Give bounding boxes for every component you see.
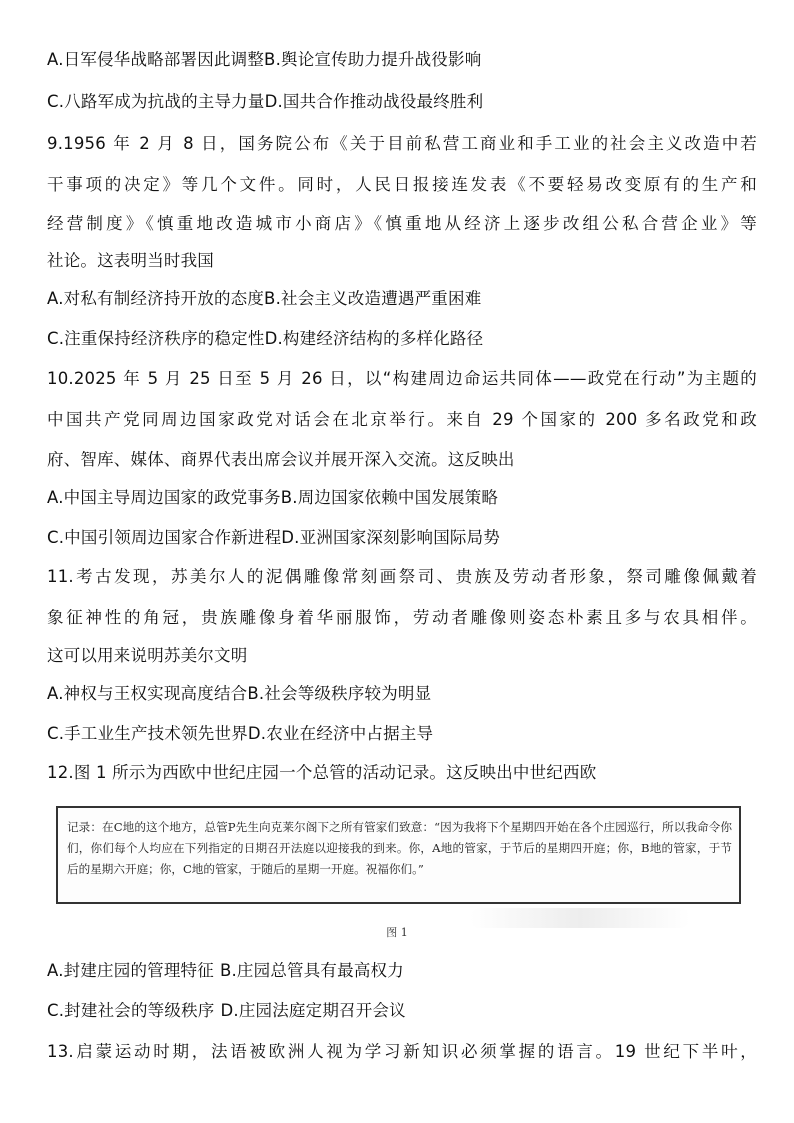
q9-stem-line-3: 经营制度》《慎重地改造城市小商店》《慎重地从经济上逐步改组公私合营企业》等: [47, 214, 757, 233]
q8-option-a[interactable]: A.日军侵华战略部署因此调整: [47, 50, 265, 69]
q12-options-ab: [47, 960, 757, 982]
q11-option-a[interactable]: A.神权与王权实现高度结合: [47, 684, 248, 703]
q10-stem-line-3: 府、智库、媒体、商界代表出席会议并展开深入交流。这反映出: [47, 450, 515, 469]
q11-options-cd: [47, 723, 757, 745]
q10-options-cd: [47, 527, 757, 549]
q9-option-a[interactable]: A.对私有制经济持开放的态度: [47, 289, 265, 308]
q12-option-b[interactable]: B.庄园总管具有最高权力: [219, 961, 404, 980]
q10-option-d[interactable]: D.亚洲国家深刻影响国际局势: [281, 528, 501, 547]
figure-1-record: [56, 806, 741, 904]
q10-option-c[interactable]: C.中国引领周边国家合作新进程: [47, 528, 282, 547]
q9-option-b[interactable]: B.社会主义改造遭遇严重困难: [264, 289, 482, 308]
q11-stem-line-3: 这可以用来说明苏美尔文明: [47, 646, 248, 665]
figure-1-text: 记录：在C地的这个地方，总管P先生向克莱尔阁下之所有管家们致意：“因为我将下个星期四开始在各个庄园巡行，所以我命令你们，你们每个人均应在下列指定的日期召开法庭以迎接我的到来。你，A地的管家，于节后的星期四开庭；你，B地的管家，于节后的星期六开庭；你，C地的管家，于随后的星期一开庭。祝福你们。”: [67, 820, 732, 876]
q10-option-a[interactable]: A.中国主导周边国家的政党事务: [47, 488, 281, 507]
q9-options-cd: [47, 328, 757, 350]
q9-options-ab: [47, 288, 757, 310]
q9-option-d[interactable]: D.构建经济结构的多样化路径: [264, 329, 484, 348]
q10-options-ab: [47, 487, 757, 509]
q8-option-c[interactable]: C.八路军成为抗战的主导力量: [47, 92, 265, 111]
q13-stem-line-1: 13.启蒙运动时期，法语被欧洲人视为学习新知识必须掌握的语言。19 世纪下半叶，: [47, 1042, 757, 1061]
q11-option-c[interactable]: C.手工业生产技术领先世界: [47, 724, 248, 743]
q11-stem-line-1: 11.考古发现，苏美尔人的泥偶雕像常刻画祭司、贵族及劳动者形象，祭司雕像佩戴着: [47, 567, 757, 586]
q8-option-d[interactable]: D.国共合作推动战役最终胜利: [264, 92, 484, 111]
q12-options-cd: [47, 1000, 757, 1022]
q8-option-b[interactable]: B.舆论宣传助力提升战役影响: [264, 50, 482, 69]
q10-stem-line-1: 10.2025 年 5 月 25 日至 5 月 26 日，以“构建周边命运共同体——政党在行动”为主题的: [47, 369, 757, 388]
q10-option-b[interactable]: B.周边国家依赖中国发展策略: [280, 488, 499, 507]
q8-options-cd: [47, 91, 757, 113]
q11-option-d[interactable]: D.农业在经济中占据主导: [247, 724, 434, 743]
q12-option-a[interactable]: A.封建庄园的管理特征: [47, 961, 214, 980]
q8-options-ab: [47, 49, 757, 71]
q10-stem-line-2: 中国共产党同周边国家政党对话会在北京举行。来自 29 个国家的 200 多名政党和政: [47, 410, 757, 429]
q9-option-c[interactable]: C.注重保持经济秩序的稳定性: [47, 329, 265, 348]
figure-1-caption: 图 1: [386, 926, 408, 939]
q11-stem-line-2: 象征神性的角冠，贵族雕像身着华丽服饰，劳动者雕像则姿态朴素且多与农具相伴。: [47, 608, 757, 627]
q11-options-ab: [47, 683, 757, 705]
q11-option-b[interactable]: B.社会等级秩序较为明显: [247, 684, 432, 703]
q12-option-c[interactable]: C.封建社会的等级秩序: [47, 1001, 215, 1020]
q9-stem-line-2: 干事项的决定》等几个文件。同时，人民日报接连发表《不要轻易改变原有的生产和: [47, 175, 757, 194]
q9-stem-line-1: 9.1956 年 2 月 8 日，国务院公布《关于目前私营工商业和手工业的社会主义改造中若: [47, 134, 757, 153]
q9-stem-line-4: 社论。这表明当时我国: [47, 251, 214, 270]
q12-option-d[interactable]: D.庄园法庭定期召开会议: [220, 1001, 406, 1020]
q12-stem-line-1: 12.图 1 所示为西欧中世纪庄园一个总管的活动记录。这反映出中世纪西欧: [47, 763, 597, 782]
